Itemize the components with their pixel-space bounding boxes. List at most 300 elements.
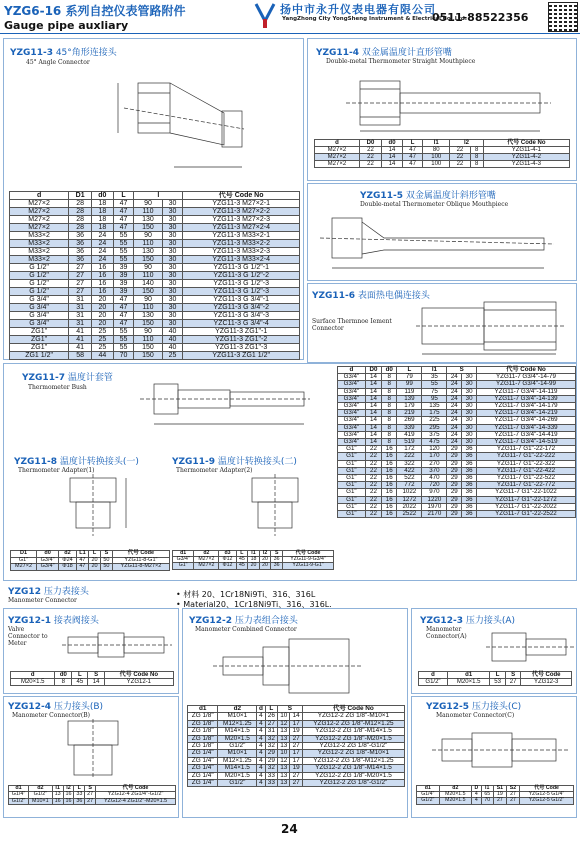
yzg12-4-drawing <box>54 719 134 781</box>
table-header-cell: L <box>74 786 85 792</box>
table-header-cell: S <box>505 672 520 679</box>
table-cell: 39 <box>113 288 134 296</box>
table-cell: 20 <box>89 557 101 564</box>
yzg12-3-title-en: Manometer Connector(A) <box>426 626 467 640</box>
table-cell: 24 <box>447 388 462 395</box>
table-cell: YZG11-8-M27×2 <box>112 564 169 571</box>
table-cell: 10 <box>278 750 290 757</box>
panel-yzg11-4 <box>307 38 577 181</box>
table-cell: 172 <box>397 446 422 453</box>
table-cell: 16 <box>92 288 113 296</box>
table-row <box>10 200 300 208</box>
table-cell: 27 <box>85 792 96 798</box>
table-cell: 27 <box>85 798 96 804</box>
table-cell: YZG11-7 G1"-22-322 <box>476 460 575 467</box>
table-header-cell: D0 <box>365 367 381 374</box>
table-cell: 31 <box>69 320 92 328</box>
table-cell: G1" <box>338 460 366 467</box>
yzg11-6-code: YZG11-6 <box>312 291 355 301</box>
yzg12-5-title-en: Manometer Connector(C) <box>436 712 515 719</box>
table-cell: 22 <box>365 453 381 460</box>
table-cell: 100 <box>423 154 450 161</box>
table-cell: 95 <box>422 395 447 402</box>
table-cell: G1" <box>338 446 366 453</box>
table-cell: 47 <box>113 320 134 328</box>
table-cell: 375 <box>422 431 447 438</box>
table-cell: 2170 <box>422 511 447 518</box>
company-logo <box>254 1 276 29</box>
table-row <box>10 304 300 312</box>
table-header-cell: d2 <box>59 551 77 558</box>
table-header-cell: l2 <box>63 786 74 792</box>
yzg12-1-code: YZG12-1 <box>8 616 51 626</box>
table-cell: 14 <box>365 431 381 438</box>
table-cell: 110 <box>134 240 162 248</box>
table-header-cell: S <box>100 551 112 558</box>
table-cell: G3/4" <box>338 403 366 410</box>
table-cell: 16 <box>382 467 397 474</box>
table-cell: M27×2 <box>10 216 69 224</box>
table-cell: 22 <box>365 446 381 453</box>
table-header-cell: l1 <box>248 551 260 557</box>
table-cell: 22 <box>359 161 381 168</box>
yzg11-5-drawing <box>314 208 569 278</box>
yzg11-7-table <box>337 366 576 518</box>
table-cell: G3/4" <box>338 381 366 388</box>
table-cell: 22 <box>365 460 381 467</box>
table-cell: ZG1" <box>10 344 69 352</box>
yzg11-3-title <box>10 45 117 58</box>
table-cell: M33×2 <box>10 232 69 240</box>
table-cell: 25 <box>92 336 113 344</box>
table-cell: 24 <box>447 410 462 417</box>
table-cell: 16 <box>382 453 397 460</box>
table-cell: G1" <box>173 563 194 569</box>
table-cell: YZG11-7 G1"-22-172 <box>476 446 575 453</box>
table-cell: 16 <box>382 475 397 482</box>
table-header-cell: L <box>113 192 134 200</box>
table-cell: 55 <box>113 248 134 256</box>
table-cell: 29 <box>447 489 462 496</box>
table-cell: 36 <box>462 496 477 503</box>
table-header-cell: D1 <box>11 551 37 558</box>
table-cell: 13 <box>278 772 290 779</box>
table-cell: 4 <box>257 780 265 787</box>
table-cell: Φ12 <box>219 557 236 563</box>
company-name-en: YangZhong City YongSheng Instrument & Electrical Co.,Ltd. <box>282 16 467 22</box>
table-cell: 30 <box>162 320 183 328</box>
table-cell: 47 <box>113 304 134 312</box>
table-header-cell: D1 <box>69 192 92 200</box>
table-cell: G 1/2" <box>10 272 69 280</box>
header-divider <box>0 33 580 34</box>
table-cell: 16 <box>382 482 397 489</box>
table-cell: 22 <box>365 496 381 503</box>
table-cell: 45 <box>72 679 88 686</box>
table-cell: ZG1 1/2" <box>10 352 69 360</box>
yzg11-8-drawing <box>50 474 160 546</box>
panel-yzg11-5 <box>307 183 577 281</box>
table-cell: 29 <box>265 757 277 764</box>
table-cell: 4 <box>257 728 265 735</box>
table-cell: 31 <box>69 312 92 320</box>
table-header-cell: d <box>257 706 265 713</box>
table-row <box>10 232 300 240</box>
panel-yzg12-5 <box>411 696 577 818</box>
table-cell: 150 <box>134 288 162 296</box>
table-cell: 29 <box>447 482 462 489</box>
table-cell: YZG11-4-2 <box>483 154 569 161</box>
panel-yzg11-6 <box>307 283 577 363</box>
table-cell: YZG11-7 G1"-22-522 <box>476 475 575 482</box>
table-cell: 16 <box>382 511 397 518</box>
table-cell: 47 <box>113 296 134 304</box>
company-phone: 0511-88522356 <box>432 11 529 24</box>
table-cell: 24 <box>447 374 462 381</box>
table-header-cell: d <box>11 672 55 679</box>
table-cell: 19 <box>290 728 302 735</box>
table-cell: 22 <box>365 467 381 474</box>
table-cell: 55 <box>113 336 134 344</box>
table-cell: 130 <box>134 248 162 256</box>
table-header-cell: d1 <box>9 786 29 792</box>
table-cell: G1" <box>338 482 366 489</box>
table-row <box>10 328 300 336</box>
table-row <box>10 272 300 280</box>
yzg11-3-code: YZG11-3 <box>10 48 53 58</box>
table-cell: ZG 1/4" <box>188 772 218 779</box>
table-cell: 8 <box>382 417 397 424</box>
table-cell: 30 <box>162 264 183 272</box>
table-header-cell: S <box>271 551 283 557</box>
table-cell: 16 <box>63 792 74 798</box>
table-cell: 90 <box>134 232 162 240</box>
table-cell: 8 <box>470 154 483 161</box>
table-cell: 30 <box>162 296 183 304</box>
table-header-cell: 代号 Code No <box>302 706 404 713</box>
yzg11-7-title-en: Thermometer Bush <box>28 384 87 391</box>
table-cell: Φ24 <box>59 557 77 564</box>
table-header-cell: 代号 Code No <box>104 672 173 679</box>
table-cell: 18 <box>248 557 260 563</box>
table-cell: 100 <box>423 161 450 168</box>
table-cell: YZG11-3 M33×2-1 <box>183 232 300 240</box>
company-name-cn: 扬中市永升仪表电器有限公司 <box>280 3 436 16</box>
table-header-cell: d0 <box>382 140 403 147</box>
table-cell: M20×1.5 <box>439 792 472 798</box>
table-cell: 370 <box>422 467 447 474</box>
table-cell: 22 <box>450 161 470 168</box>
yzg11-3-title-en: 45° Angle Connector <box>26 59 90 66</box>
yzg12-title <box>8 584 89 597</box>
table-cell: 26 <box>265 713 277 720</box>
table-cell: 20 <box>248 563 260 569</box>
table-cell: 18 <box>92 216 113 224</box>
table-cell: 150 <box>134 344 162 352</box>
table-cell: 50 <box>100 557 112 564</box>
table-cell: 30 <box>462 395 477 402</box>
table-header-cell: l2 <box>259 551 271 557</box>
table-cell: ZG1" <box>10 336 69 344</box>
table-cell: 130 <box>134 216 162 224</box>
table-row <box>315 154 570 161</box>
table-cell: 31 <box>69 296 92 304</box>
table-cell: 24 <box>447 403 462 410</box>
table-cell: 16 <box>382 460 397 467</box>
table-cell: 27 <box>505 679 520 686</box>
table-cell: ZG 1/4" <box>188 757 218 764</box>
table-cell: 30 <box>162 288 183 296</box>
table-cell: 24 <box>447 431 462 438</box>
table-cell: 22 <box>359 154 381 161</box>
table-cell: M20×1.5 <box>447 679 489 686</box>
table-cell: 27 <box>69 280 92 288</box>
table-cell: YZG11-3 G 3/4"-3 <box>183 312 300 320</box>
yzg11-6-drawing <box>412 288 572 360</box>
table-cell: 29 <box>447 446 462 453</box>
table-header-cell: l1 <box>481 786 493 792</box>
yzg11-4-title-cn: 双金属温度计直形管嘴 <box>361 48 452 58</box>
table-cell: 30 <box>462 439 477 446</box>
table-row <box>10 296 300 304</box>
yzg12-3-table <box>418 671 572 686</box>
table-cell: 36 <box>462 489 477 496</box>
table-cell: G3/4" <box>338 388 366 395</box>
table-cell: YZG11-7 G1"-22-1022 <box>476 489 575 496</box>
table-cell: 12 <box>278 720 290 727</box>
table-cell: 39 <box>113 280 134 288</box>
table-cell: 170 <box>422 453 447 460</box>
table-cell: ZG 1/4" <box>188 765 218 772</box>
table-cell: 14 <box>365 424 381 431</box>
table-cell: 40 <box>162 328 183 336</box>
table-cell: 19 <box>290 765 302 772</box>
table-cell: YZG11-3 M33×2-2 <box>183 240 300 248</box>
table-cell: 14 <box>290 713 302 720</box>
yzg11-3-table <box>9 191 300 360</box>
yzg12-5-drawing <box>432 719 572 781</box>
table-cell: YZG11-7 G1"-22-2022 <box>476 503 575 510</box>
table-cell: M12×1.25 <box>218 720 257 727</box>
table-cell: YZG11-3 M33×2-4 <box>183 256 300 264</box>
table-cell: 150 <box>134 256 162 264</box>
table-row <box>10 216 300 224</box>
table-header-cell: 代号 Code <box>282 551 333 557</box>
yzg11-4-title-en: Double-metal Thermometer Straight Mouthpiece <box>326 58 476 65</box>
table-cell: M14×1.5 <box>218 728 257 735</box>
table-cell: 53 <box>490 679 505 686</box>
qr-code <box>548 2 578 32</box>
table-cell: YZG11-7 G3/4"-14-519 <box>476 439 575 446</box>
table-cell: 32 <box>265 735 277 742</box>
table-cell: 24 <box>92 256 113 264</box>
table-cell: 150 <box>134 320 162 328</box>
table-cell: M20×1.5 <box>439 798 472 804</box>
table-cell: 29 <box>447 453 462 460</box>
table-cell: 27 <box>290 780 302 787</box>
table-header-cell: L <box>89 551 101 558</box>
table-cell: 720 <box>422 482 447 489</box>
table-cell: 19 <box>493 792 506 798</box>
table-cell: 99 <box>397 381 422 388</box>
table-cell: 24 <box>447 395 462 402</box>
table-cell: YZG11-7 G1"-22-1272 <box>476 496 575 503</box>
table-header-cell: d0 <box>37 551 59 558</box>
table-cell: 8 <box>382 439 397 446</box>
table-cell: 110 <box>134 208 162 216</box>
table-cell: G1" <box>338 503 366 510</box>
table-cell: G1/2" <box>9 798 29 804</box>
table-cell: 27 <box>290 772 302 779</box>
table-cell: 36 <box>271 563 283 569</box>
table-cell: M27×2 <box>10 208 69 216</box>
table-row <box>419 679 572 686</box>
table-cell: 24 <box>447 424 462 431</box>
table-cell: 17 <box>290 720 302 727</box>
table-cell: G1" <box>338 475 366 482</box>
table-cell: 55 <box>113 232 134 240</box>
yzg11-7-title-cn: 温度计套管 <box>67 373 113 383</box>
table-cell: 4 <box>257 713 265 720</box>
table-cell: 14 <box>382 161 403 168</box>
table-cell: YZG11-3 G 1/2"-1 <box>183 264 300 272</box>
table-cell: M27×2 <box>315 161 360 168</box>
table-cell: 30 <box>462 374 477 381</box>
table-cell: 29 <box>447 496 462 503</box>
page-subtitle: Gauge pipe auxliary <box>4 19 129 32</box>
table-cell: 36 <box>462 482 477 489</box>
table-header-cell: 代号 Code No <box>476 367 575 374</box>
table-header-cell: 代号 Code <box>96 786 176 792</box>
table-cell: G3/4" <box>338 431 366 438</box>
table-cell: YZG11-8-G1" <box>112 557 169 564</box>
material-note-en: • Material20、1Cr18Ni9Ti、316、316L. <box>176 600 332 609</box>
table-cell: G1/2" <box>29 792 53 798</box>
table-cell: YZG11-9-G1" <box>282 563 333 569</box>
table-cell: 29 <box>447 503 462 510</box>
yzg12-3-code: YZG12-3 <box>420 616 463 626</box>
table-cell: YZG11-7 G1"-22-222 <box>476 453 575 460</box>
table-cell: 179 <box>397 403 422 410</box>
table-cell: 55 <box>113 240 134 248</box>
table-cell: YZG11-9-G3/4" <box>282 557 333 563</box>
table-cell: YZG12-4 ZG1/2"-M20×1.5 <box>96 798 176 804</box>
table-row <box>11 564 170 571</box>
table-cell: YZG12-2 ZG 1/8"-M14×1.5 <box>302 728 404 735</box>
table-cell: 55 <box>113 344 134 352</box>
table-cell: 16 <box>382 503 397 510</box>
table-header-cell: d3 <box>219 551 236 557</box>
table-cell: 4 <box>257 720 265 727</box>
table-cell: G3/4" <box>338 439 366 446</box>
table-cell: YZG12-4 ZG1/4"-G1/2" <box>96 792 176 798</box>
table-cell: 47 <box>76 557 88 564</box>
table-cell: G1/2" <box>417 798 440 804</box>
table-cell: 31 <box>69 304 92 312</box>
table-cell: 135 <box>422 403 447 410</box>
table-cell: 25 <box>92 344 113 352</box>
table-cell: 1022 <box>397 489 422 496</box>
table-cell: G1/2" <box>218 743 257 750</box>
table-header-cell: L <box>402 140 422 147</box>
table-cell: 14 <box>88 679 104 686</box>
table-cell: G 3/4" <box>10 312 69 320</box>
table-header-cell: S1 <box>493 786 506 792</box>
table-cell: 30 <box>162 312 183 320</box>
table-cell: YZG11-4-1 <box>483 147 569 154</box>
table-cell: 24 <box>92 240 113 248</box>
table-cell: 24 <box>92 232 113 240</box>
table-header-cell: 代号 Code <box>521 672 572 679</box>
table-row <box>338 511 576 518</box>
table-cell: 8 <box>382 395 397 402</box>
table-cell: 13 <box>278 728 290 735</box>
table-row <box>10 336 300 344</box>
table-cell: G3/4" <box>173 557 194 563</box>
table-cell: YZG11-3 ZG1"-2 <box>183 336 300 344</box>
table-cell: YZG12-5 G1/4" <box>520 792 574 798</box>
yzg12-2-title-cn: 压力表组合接头 <box>234 616 298 626</box>
table-cell: G 3/4" <box>10 304 69 312</box>
table-cell: 14 <box>365 395 381 402</box>
table-cell: G3/4" <box>338 417 366 424</box>
yzg11-6-title-en: Surface Thermnoe Iement Connector <box>312 318 392 332</box>
table-cell: 30 <box>162 248 183 256</box>
yzg11-5-code: YZG11-5 <box>360 191 403 201</box>
table-cell: 14 <box>365 439 381 446</box>
table-cell: 22 <box>450 147 470 154</box>
table-cell: 33 <box>265 772 277 779</box>
table-cell: 30 <box>162 200 183 208</box>
table-header-cell: d0 <box>55 672 72 679</box>
table-cell: 36 <box>462 503 477 510</box>
table-cell: M33×2 <box>10 256 69 264</box>
table-cell: 16 <box>52 798 63 804</box>
table-cell: 14 <box>365 374 381 381</box>
table-cell: 519 <box>397 439 422 446</box>
table-cell: M27×2 <box>194 563 219 569</box>
table-cell: YZG11-7 G3/4"-14-139 <box>476 395 575 402</box>
table-cell: 32 <box>265 765 277 772</box>
table-cell: 8 <box>470 161 483 168</box>
table-cell: YZG11-3 ZG1"-3 <box>183 344 300 352</box>
table-cell: YZG12-2 ZG 1/8"-M20×1.5 <box>302 735 404 742</box>
table-header-cell: 代号 Code No <box>183 192 300 200</box>
table-cell: 8 <box>382 374 397 381</box>
yzg12-title-en: Manometer Connector <box>8 597 77 604</box>
table-cell: 30 <box>162 208 183 216</box>
table-cell: 40 <box>162 344 183 352</box>
table-cell: YZG11-7 G3/4"-14-179 <box>476 403 575 410</box>
table-row <box>10 224 300 232</box>
table-cell: ZG 1/4" <box>188 750 218 757</box>
table-cell: 150 <box>134 352 162 360</box>
table-cell: YZG11-3 M27×2-1 <box>183 200 300 208</box>
table-cell: 47 <box>402 154 422 161</box>
table-header-cell: d0 <box>92 192 113 200</box>
table-cell: 16 <box>92 272 113 280</box>
table-cell: M27×2 <box>11 564 37 571</box>
table-cell: M27×2 <box>315 147 360 154</box>
table-cell: 270 <box>422 460 447 467</box>
yzg11-5-title <box>360 188 496 201</box>
table-cell: YZG11-3 G 1/2"-3 <box>183 288 300 296</box>
table-cell: 27 <box>69 272 92 280</box>
table-cell: YZG12-2 ZG 1/8"-M10×1 <box>302 713 404 720</box>
table-cell: 1970 <box>422 503 447 510</box>
table-row <box>315 147 570 154</box>
table-cell: 139 <box>397 395 422 402</box>
